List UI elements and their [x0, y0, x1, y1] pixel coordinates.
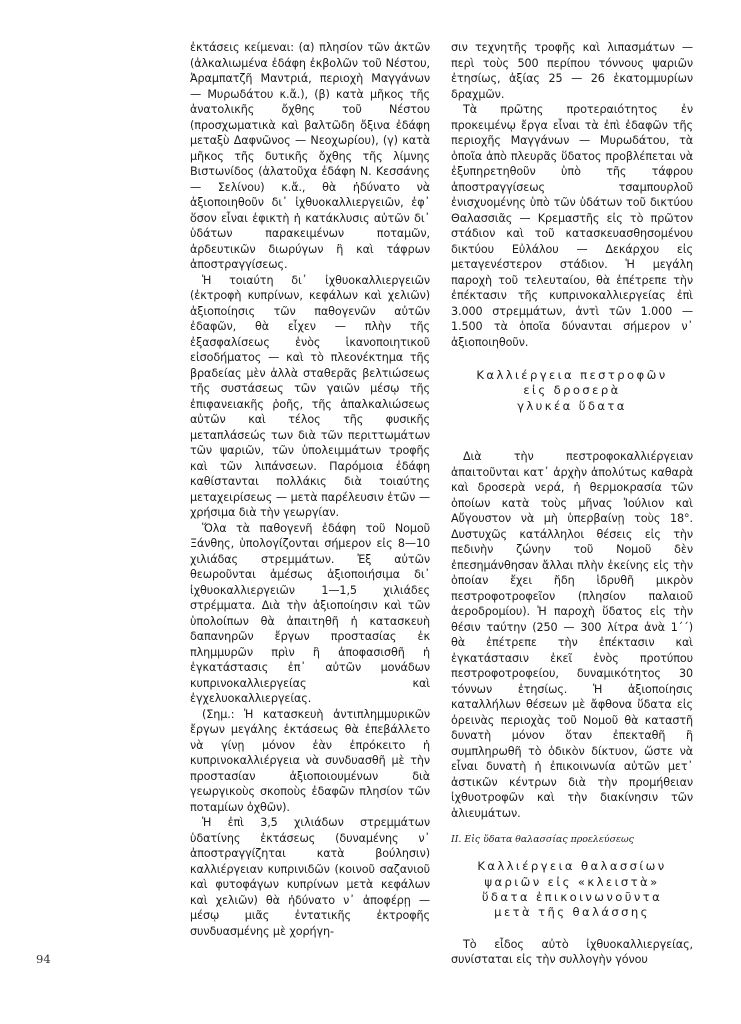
subsection-label: ΙΙ. Εἰς ὕδατα θαλασσίας προελεύσεως: [451, 834, 634, 846]
paragraph: Τὰ πρῶτης προτεραιότητος ἐν προκειμένῳ ἔργα εἶναι τὰ ἐπὶ ἐδαφῶν τῆς περιοχῆς Μαγγάνων — Μυρωδάτου, τὰ ὁποῖα ἀπὸ πλευρᾶς ὕδατος προβλέπεται νὰ ἐξυπηρετηθοῦν ὑπὸ τῆς τάφρου ἀποστραγγίσεως τσαμπουρλοῦ ἐνισχυομένης ὑπὸ τῶν ὑδάτων τοῦ δικτύου Θαλασσιᾶς — Κρεμαστῆς εἰς τὸ πρῶτον στάδιον καὶ τοῦ κατασκευασθησομένου δικτύου Εὐλάλου — Δεκάρχου εἰς μεταγενέστερον στάδιον. Ἡ μεγάλη παροχὴ τοῦ τελευταίου, θὰ ἐπέτρεπε τὴν ἐπέκτασιν τῆς κυπρινοκαλλιεργείας ἐπὶ 3.000 στρεμμάτων, ἀντὶ τῶν 1.000 — 1.500 τὰ ὁποῖα δύνανται σήμερον ν᾽ ἀξιοποιηθοῦν.: [451, 103, 693, 349]
heading-line: εἰς δροσερὰ: [523, 383, 621, 398]
paragraph: Ἡ τοιαύτη δι᾽ ἰχθυοκαλλιεργειῶν (ἐκτροφὴ κυπρίνων, κεφάλων καὶ χελιῶν) ἀξιοποίησις τῶν παθογενῶν αὐτῶν ἐδαφῶν, θὰ εἶχεν — πλὴν τῆς ἐξασφαλίσεως ἑνὸς ἱκανοποιητικοῦ εἰσοδήματος — καὶ τὸ πλεονέκτημα τῆς βραδείας μὲν ἀλλὰ σταθερᾶς βελτιώσεως τῆς συστάσεως τῶν γαιῶν μέσῳ τῆς ἐπιφανειακῆς ῥοῆς, τῆς ἀπαλκαλιώσεως αὐτῶν καὶ τέλος τῆς φυσικῆς μεταπλάσεώς των διὰ τῶν περιττωμάτων τῶν ψαριῶν, τῶν ὑπολειμμάτων τροφῆς καὶ τῶν λιπάνσεων. Παρόμοια ἐδάφη καθίστανται πολλάκις διὰ τοιαύτης μεταχειρίσεως — μετὰ παρέλευσιν ἐτῶν — χρήσιμα διὰ τὴν γεωργίαν.: [190, 273, 430, 519]
paragraph: Διὰ τὴν πεστροφοκαλλιέργειαν ἀπαιτοῦνται κατ᾽ ἀρχὴν ἀπολύτως καθαρὰ καὶ δροσερὰ νερά, ἡ θερμοκρασία τῶν ὁποίων κατὰ τοὺς μῆνας Ἰούλιον καὶ Αὔγουστον νὰ μὴ ὑπερβαίνῃ τοὺς 18°. Δυστυχῶς κατάλληλοι θέσεις εἰς τὴν πεδινὴν ζώνην τοῦ Νομοῦ δὲν ἐπεσημάνθησαν ἄλλαι πλὴν ἐκείνης εἰς τὴν ὁποίαν ἔχει ἤδη ἱδρυθῆ μικρὸν πεστροφοτροφεῖον (πλησίον παλαιοῦ ἀεροδρομίου). Ἡ παροχὴ ὕδατος εἰς τὴν θέσιν ταύτην (250 — 300 λίτρα ἀνὰ 1΄΄) θὰ ἐπέτρεπε τὴν ἐπέκτασιν καὶ ἐγκατάστασιν ἐκεῖ ἑνὸς προτύπου πεστροφοτροφείου, δυναμικότητος 30 τόννων ἐτησίως. Ἡ ἀξιοποίησις καταλλήλων θέσεων μὲ ἄφθονα ὕδατα εἰς ὀρεινὰς περιοχὰς τοῦ Νομοῦ θὰ καταστῆ δυνατὴ μόνον ὅταν ἐπεκταθῆ ἢ συμπληρωθῆ τὸ ὁδικὸν δίκτυον, ὥστε νὰ εἶναι δυνατὴ ἡ ἐπικοινωνία αὐτῶν μετ᾽ ἀστικῶν κέντρων διὰ τὴν προμήθειαν ἰχθυοτροφῶν καὶ τὴν διακίνησιν τῶν ἁλιευμάτων.: [451, 450, 693, 820]
note-paragraph: (Σημ.: Ἡ κατασκευὴ ἀντιπλημμυρικῶν ἔργων μεγάλης ἐκτάσεως θὰ ἐπεβάλλετο νὰ γίνῃ μόνον ἐὰν ἐπρόκειτο ἡ κυπρινοκαλλιέργεια νὰ συνδυασθῆ μὲ τὴν προστασίαν ἀξιοποιουμένων διὰ γεωργικοὺς σκοποὺς ἐδαφῶν πλησίον τῶν ποταμίων ὀχθῶν).: [190, 707, 430, 814]
left-column: [190, 40, 430, 939]
heading-line: Καλλιέργεια θαλασσίων: [477, 859, 667, 874]
heading-line: Καλλιέργεια πεστροφῶν: [476, 368, 668, 382]
section-heading-marine: [451, 859, 693, 921]
heading-line: ψαριῶν εἰς «κλειστὰ»: [484, 874, 660, 889]
right-column: [451, 40, 693, 968]
paragraph: Τὸ εἶδος αὐτὸ ἰχθυοκαλλιεργείας, συνίσταται εἰς τὴν συλλογὴν γόνου: [451, 937, 693, 967]
page-number: 94: [36, 952, 51, 966]
section-heading-trout: [451, 368, 693, 414]
paragraph: Ἡ ἐπὶ 3,5 χιλιάδων στρεμμάτων ὑδατίνης ἐκτάσεως (δυναμένης ν᾽ ἀποστραγγίζηται κατὰ βούλησιν) καλλιέργειαν κυπρινιδῶν (κοινοῦ σαζανιοῦ καὶ φυτοφάγων κυπρίνων μετὰ κεφάλων καὶ χελιῶν) θὰ ἠδύνατο ν᾽ ἀποφέρῃ — μέσῳ μιᾶς ἐντατικῆς ἐκτροφῆς συνδυασμένης μὲ χορήγη-: [190, 816, 430, 938]
heading-line: ὕδατα ἐπικοινωνοῦντα: [481, 890, 663, 905]
paragraph: ἐκτάσεις κείμεναι: (α) πλησίον τῶν ἀκτῶν (ἀλκαλιωμένα ἐδάφη ἐκβολῶν τοῦ Νέστου, Ἀραμπατζῆ Μαντριά, περιοχὴ Μαγγάνων — Μυρωδάτου κ.ἄ.), (β) κατὰ μῆκος τῆς ἀνατολικῆς ὄχθης τοῦ Νέστου (προσχωματικὰ καὶ βαλτῶδη ὄξινα ἐδάφη μεταξὺ Δαφνῶνος — Νεοχωρίου), (γ) κατὰ μῆκος τῆς δυτικῆς ὄχθης τῆς λίμνης Βιστωνίδος (ἁλατοῦχα ἐδάφη Ν. Κεσσάνης — Σελίνου) κ.ἄ., θὰ ἠδύνατο νὰ ἀξιοποιηθοῦν δι᾽ ἰχθυοκαλλιεργειῶν, ἐφ᾽ ὅσον εἶναι ἐφικτὴ ἡ κατάκλυσις αὐτῶν δι᾽ ὑδάτων παρακειμένων ποταμῶν, ἀρδευτικῶν διωρύγων ἢ καὶ τάφρων ἀποστραγγίσεως.: [190, 41, 430, 271]
heading-line: μετὰ τῆς θαλάσσης: [494, 905, 650, 920]
paragraph: Ὅλα τὰ παθογενῆ ἐδάφη τοῦ Νομοῦ Ξάνθης, ὑπολογίζονται σήμερον εἰς 8—10 χιλιάδας στρεμμάτων. Ἐξ αὐτῶν θεωροῦνται ἀμέσως ἀξιοποιήσιμα δι᾽ ἰχθυοκαλλιεργειῶν 1—1,5 χιλιάδες στρέμματα. Διὰ τὴν ἀξιοποίησιν καὶ τῶν ὑπολοίπων θὰ ἀπαιτηθῆ ἡ κατασκευὴ δαπανηρῶν ἔργων προστασίας ἐκ πλημμυρῶν πρὶν ἢ ἀποφασισθῆ ἡ ἐγκατάστασις ἐπ᾽ αὐτῶν μονάδων κυπρινοκαλλιεργείας καὶ ἐγχελυοκαλλιεργείας.: [190, 521, 430, 705]
heading-line: γλυκέα ὕδατα: [517, 398, 627, 413]
paragraph: σιν τεχνητῆς τροφῆς καὶ λιπασμάτων — περὶ τοὺς 500 περίπου τόννους ψαριῶν ἐτησίως, ἀξίας 25 — 26 ἑκατομμυρίων δραχμῶν.: [451, 41, 693, 101]
